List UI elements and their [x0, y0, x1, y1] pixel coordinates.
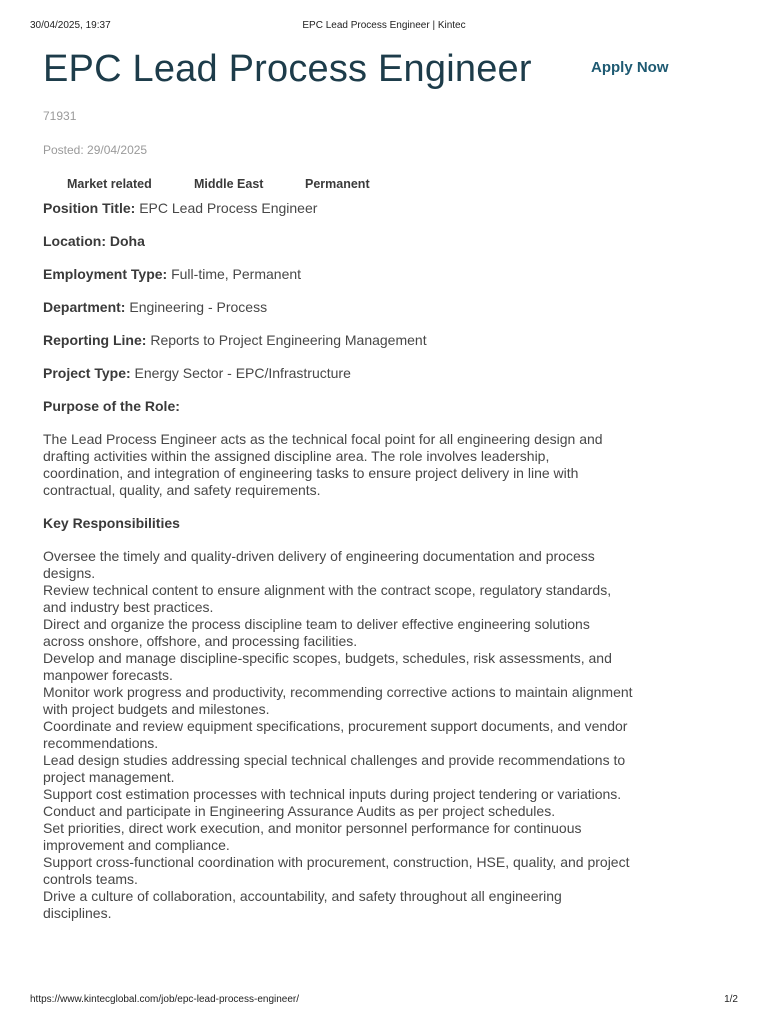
job-description — [43, 200, 633, 922]
list-item: Monitor work progress and productivity, recommending corrective actions to maintain alignment with project budgets and milestones. — [43, 684, 633, 717]
print-page-title: EPC Lead Process Engineer | Kintec — [302, 20, 466, 31]
department-line — [43, 299, 633, 316]
purpose-text: The Lead Process Engineer acts as the technical focal point for all engineering design and drafting activities within the assigned discipline area. The role involves leadership, coordination, and integration of engineering tasks to ensure project delivery in line with contractual, quality, and safety requirements. — [43, 431, 603, 498]
location-label: Location: Doha — [43, 233, 145, 249]
responsibilities-list — [43, 548, 633, 922]
list-item: Develop and manage discipline-specific scopes, budgets, schedules, risk assessments, and manpower forecasts. — [43, 650, 612, 683]
job-title: EPC Lead Process Engineer — [43, 48, 532, 90]
list-item: Oversee the timely and quality-driven delivery of engineering documentation and process designs. — [43, 548, 595, 581]
page-number: 1/2 — [724, 994, 738, 1005]
location-line — [43, 233, 633, 250]
department-value: Engineering - Process — [129, 299, 268, 315]
location-tag: Middle East — [194, 177, 264, 191]
project-type-value: Energy Sector - EPC/Infrastructure — [134, 365, 351, 381]
list-item: Set priorities, direct work execution, and monitor personnel performance for continuous improvement and compliance. — [43, 820, 582, 853]
reporting-line-label: Reporting Line: — [43, 332, 147, 348]
project-type-line — [43, 365, 633, 382]
purpose-heading: Purpose of the Role: — [43, 398, 180, 414]
position-title-line — [43, 200, 633, 217]
position-title-label: Position Title: — [43, 200, 136, 216]
list-item: Drive a culture of collaboration, accountability, and safety throughout all engineering disciplines. — [43, 888, 562, 921]
reporting-line-value: Reports to Project Engineering Management — [150, 332, 427, 348]
responsibilities-heading: Key Responsibilities — [43, 515, 180, 531]
department-label: Department: — [43, 299, 126, 315]
reporting-line — [43, 332, 633, 349]
list-item: Lead design studies addressing special technical challenges and provide recommendations to project management. — [43, 752, 626, 785]
print-date: 30/04/2025, 19:37 — [30, 20, 111, 31]
employment-type-line — [43, 266, 633, 283]
employment-type-label: Employment Type: — [43, 266, 168, 282]
project-type-label: Project Type: — [43, 365, 131, 381]
posted-date: Posted: 29/04/2025 — [43, 143, 148, 157]
list-item: Direct and organize the process discipline team to deliver effective engineering solutions across onshore, offshore, and processing facilities. — [43, 616, 590, 649]
print-header — [30, 20, 738, 34]
page-url: https://www.kintecglobal.com/job/epc-lead-process-engineer/ — [30, 994, 300, 1005]
apply-now-button[interactable]: Apply Now — [591, 59, 669, 76]
salary-tag: Market related — [67, 177, 152, 191]
job-id: 71931 — [43, 109, 77, 123]
list-item: Support cross-functional coordination with procurement, construction, HSE, quality, and project controls teams. — [43, 854, 630, 887]
list-item: Conduct and participate in Engineering Assurance Audits as per project schedules. — [43, 803, 556, 819]
employment-type-value: Full-time, Permanent — [171, 266, 302, 282]
position-title-value: EPC Lead Process Engineer — [139, 200, 318, 216]
contract-tag: Permanent — [305, 177, 370, 191]
list-item: Review technical content to ensure alignment with the contract scope, regulatory standards, and industry best practices. — [43, 582, 612, 615]
list-item: Coordinate and review equipment specifications, procurement support documents, and vendor recommendations. — [43, 718, 628, 751]
list-item: Support cost estimation processes with technical inputs during project tendering or variations. — [43, 786, 622, 802]
